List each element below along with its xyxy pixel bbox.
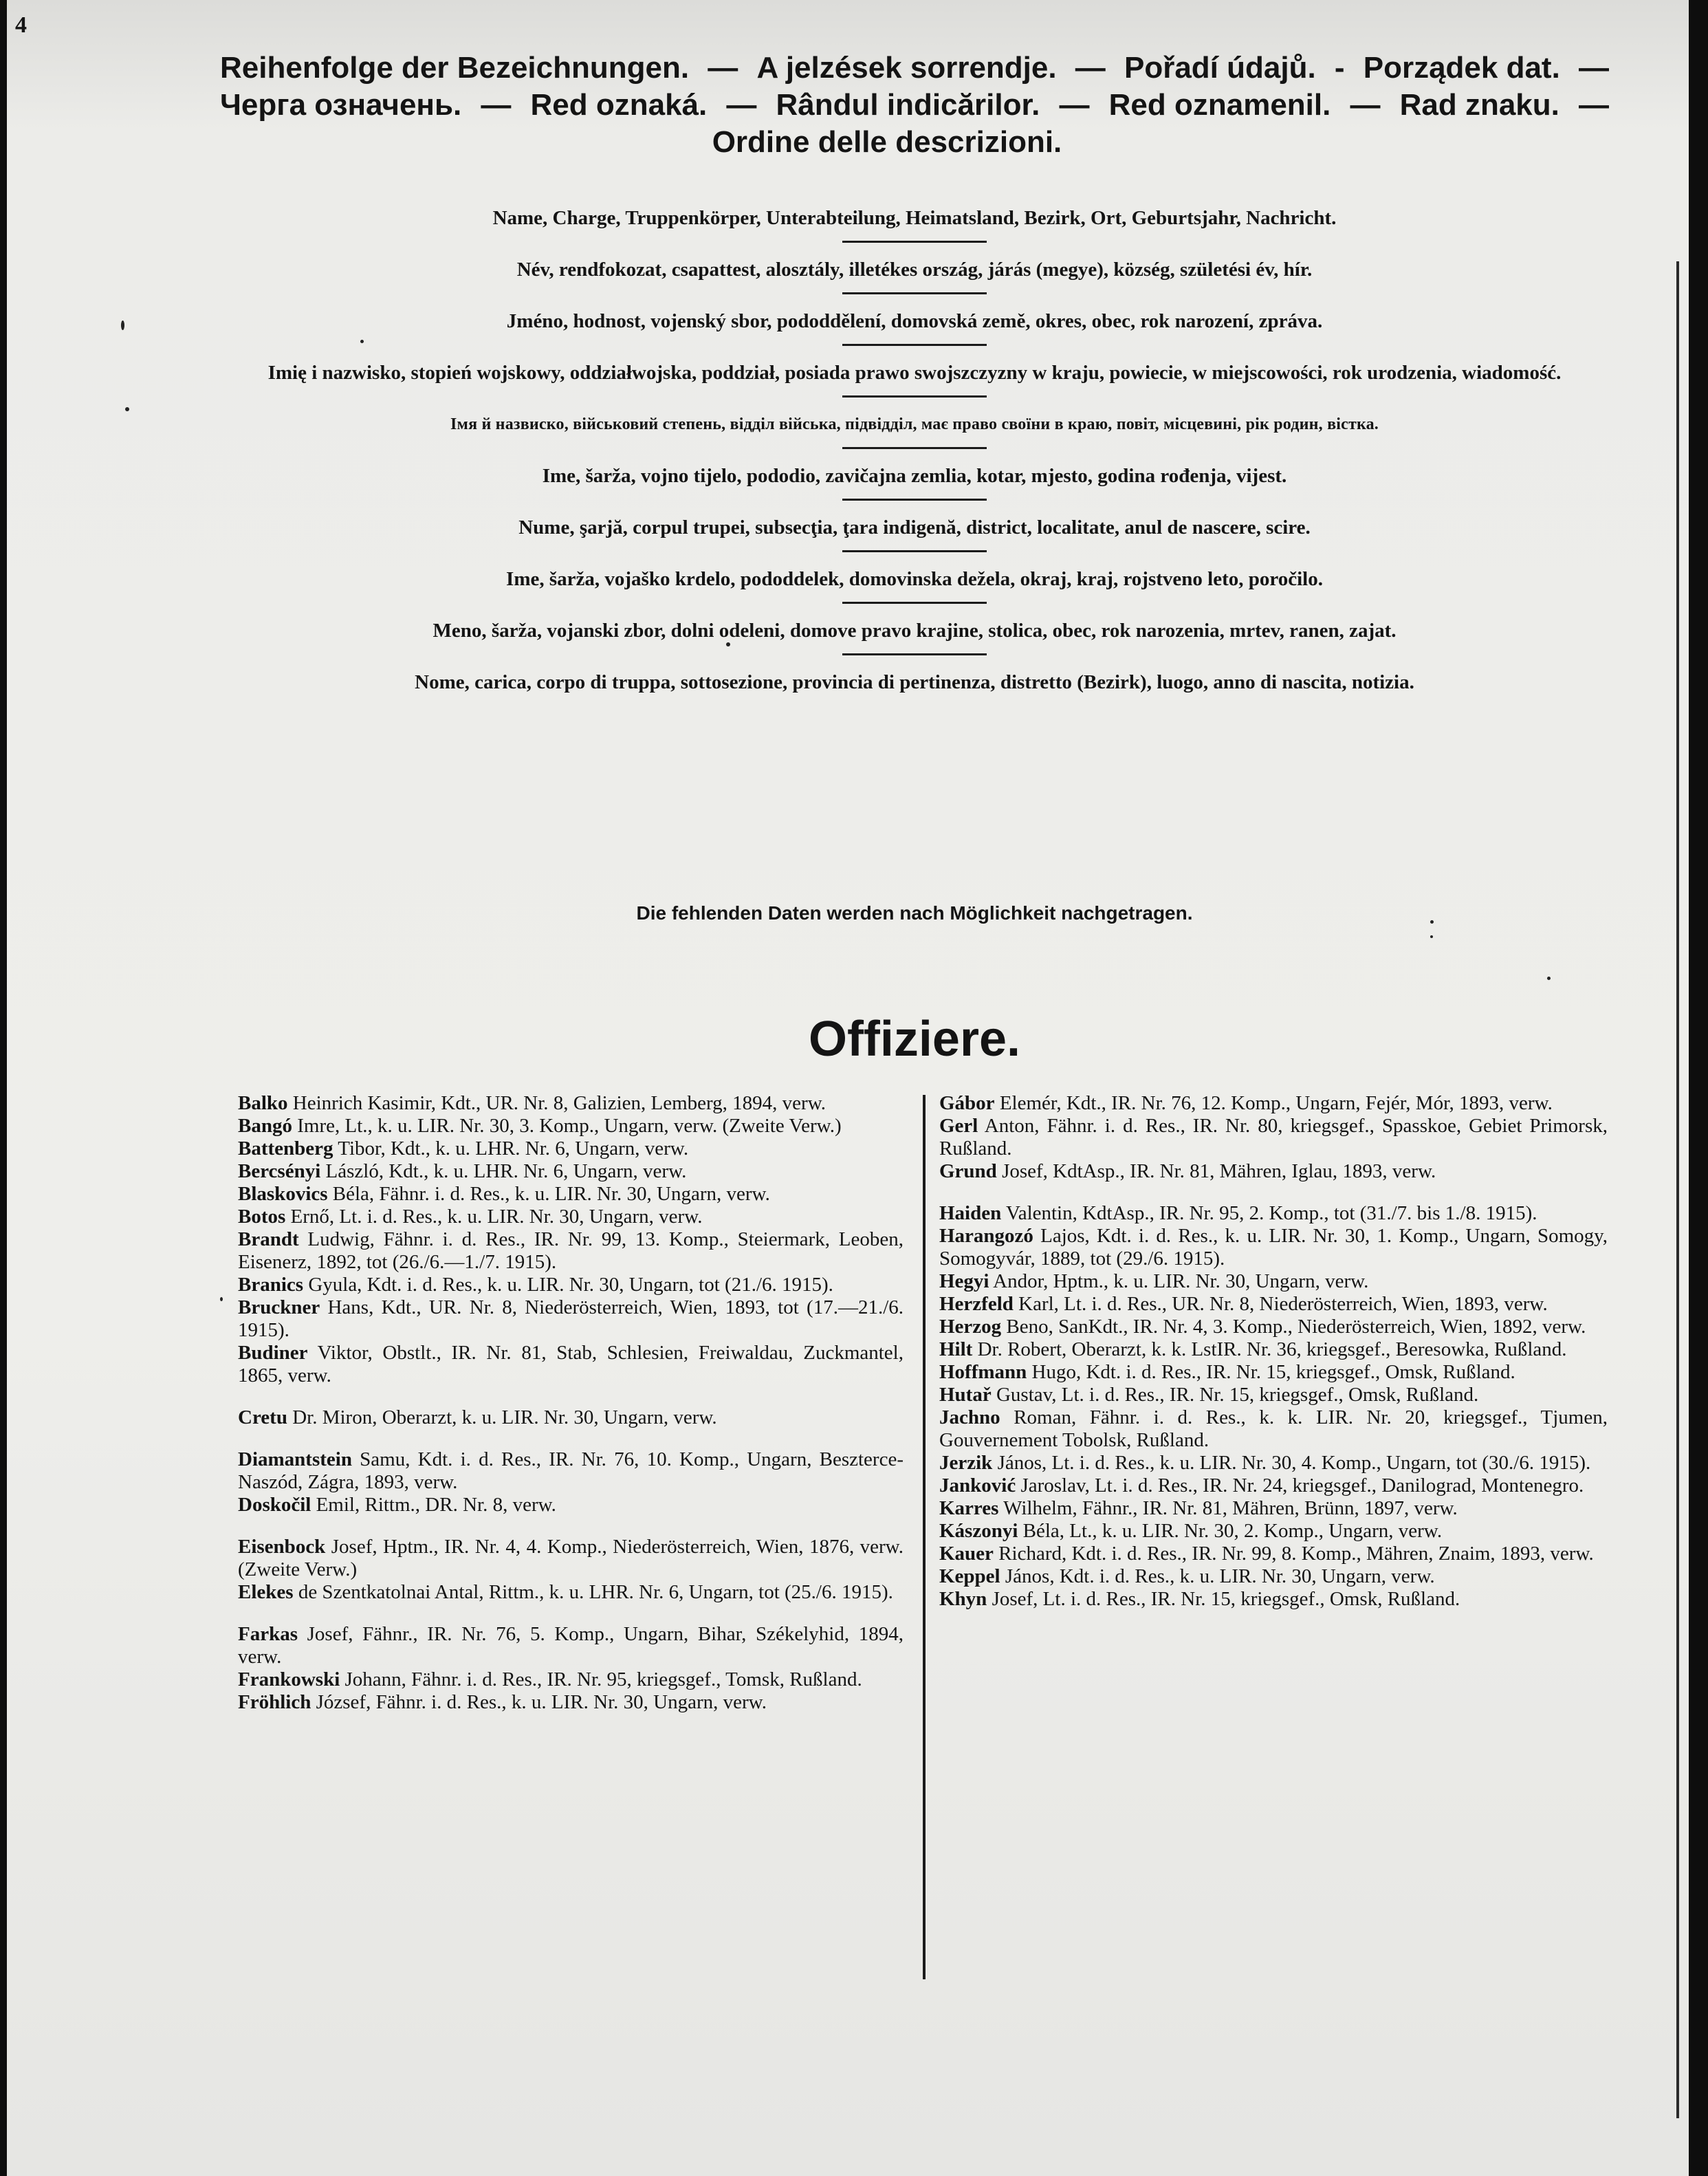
- header-title: [220, 50, 1609, 161]
- separator-rule: [842, 602, 987, 604]
- scan-edge-right-shadow: [1676, 261, 1679, 2118]
- officer-entry: [939, 1115, 1608, 1160]
- officer-details: Jaroslav, Lt. i. d. Res., IR. Nr. 24, kriegsgef., Danilograd, Montenegro.: [1016, 1475, 1584, 1497]
- officer-list-right: [939, 1092, 1608, 1611]
- header-segment: Черга означень.: [220, 88, 462, 122]
- officer-details: János, Kdt. i. d. Res., k. u. LIR. Nr. 30, Ungarn, verw.: [1000, 1565, 1435, 1587]
- officer-details: Imre, Lt., k. u. LIR. Nr. 30, 3. Komp., Ungarn, verw. (Zweite Verw.): [292, 1115, 842, 1137]
- officer-surname: Kászonyi: [939, 1520, 1018, 1542]
- header-segment: A jelzések sorrendje.: [756, 51, 1057, 85]
- officer-surname: Jachno: [939, 1406, 1000, 1428]
- officer-details: de Szentkatolnai Antal, Rittm., k. u. LHR. Nr. 6, Ungarn, tot (25./6. 1915).: [293, 1581, 893, 1603]
- officer-details: Béla, Lt., k. u. LIR. Nr. 30, 2. Komp., Ungarn, verw.: [1018, 1520, 1443, 1542]
- page-number: 4: [15, 12, 27, 38]
- officer-entry: [939, 1475, 1608, 1497]
- officer-entry: [939, 1092, 1608, 1115]
- officer-entry: [238, 1581, 904, 1604]
- header-segment: —: [1579, 51, 1609, 85]
- scan-edge-right: [1689, 0, 1708, 2176]
- header-segment: Rândul indicărilor.: [776, 88, 1040, 122]
- officer-surname: Eisenbock: [238, 1536, 326, 1558]
- header-segment: —: [726, 88, 757, 122]
- officer-entry: [939, 1225, 1608, 1270]
- separator-rule: [842, 499, 987, 501]
- order-line: Ime, šarža, vojaško krdelo, pododdelek, domovinska dežela, okraj, kraj, rojstveno leto, poročilo.: [506, 568, 1323, 590]
- officer-surname: Botos: [238, 1206, 286, 1228]
- officer-surname: Fröhlich: [238, 1691, 311, 1713]
- header-segment: —: [1059, 88, 1090, 122]
- scan-speck: [220, 1297, 223, 1301]
- header-segment: —: [1350, 88, 1381, 122]
- header-segment: —: [481, 88, 512, 122]
- officer-details: Josef, KdtAsp., IR. Nr. 81, Mähren, Iglau, 1893, verw.: [996, 1160, 1436, 1182]
- officer-surname: Blaskovics: [238, 1183, 328, 1205]
- header-line-2: [220, 87, 1609, 124]
- scan-edge-left: [0, 0, 7, 2176]
- officer-surname: Hoffmann: [939, 1361, 1027, 1383]
- separator-rule: [842, 395, 987, 398]
- letter-group-gap: [238, 1387, 904, 1406]
- officer-surname: Diamantstein: [238, 1448, 352, 1470]
- officer-entry: [238, 1092, 904, 1115]
- officer-details: Roman, Fähnr. i. d. Res., k. k. LIR. Nr. 20, kriegsgef., Tjumen, Gouvernement Tobolsk, Rußland.: [939, 1406, 1608, 1451]
- separator-rule: [842, 447, 987, 449]
- header-segment: —: [1075, 51, 1106, 85]
- header-line-3: Ordine delle descrizioni.: [712, 125, 1062, 159]
- officer-entry: [939, 1520, 1608, 1543]
- officer-surname: Herzfeld: [939, 1293, 1014, 1315]
- officer-details: Wilhelm, Fähnr., IR. Nr. 81, Mähren, Brünn, 1897, verw.: [998, 1497, 1458, 1519]
- officer-details: Hans, Kdt., UR. Nr. 8, Niederösterreich, Wien, 1893, tot (17.—21./6. 1915).: [238, 1296, 904, 1341]
- officer-surname: Kauer: [939, 1543, 994, 1565]
- header-segment: Pořadí údajů.: [1124, 51, 1316, 85]
- officer-details: Gyula, Kdt. i. d. Res., k. u. LIR. Nr. 30, Ungarn, tot (21./6. 1915).: [303, 1274, 833, 1296]
- order-line: Meno, šarža, vojanski zbor, dolni odeleni, domove pravo krajine, stolica, obec, rok narozenia, mrtev, ranen, zajat.: [433, 620, 1397, 642]
- officer-surname: Farkas: [238, 1623, 298, 1645]
- header-segment: Red oznaká.: [530, 88, 708, 122]
- officer-details: Tibor, Kdt., k. u. LHR. Nr. 6, Ungarn, verw.: [333, 1138, 689, 1160]
- officer-entry: [238, 1536, 904, 1581]
- letter-group-gap: [238, 1604, 904, 1623]
- separator-rule: [842, 292, 987, 294]
- officer-details: Ernő, Lt. i. d. Res., k. u. LIR. Nr. 30, Ungarn, verw.: [285, 1206, 703, 1228]
- officer-details: Johann, Fähnr. i. d. Res., IR. Nr. 95, kriegsgef., Tomsk, Rußland.: [340, 1668, 862, 1690]
- officer-surname: Khyn: [939, 1588, 987, 1610]
- order-line: Jméno, hodnost, vojenský sbor, pododdělení, domovská země, okres, obec, rok narození, zpráva.: [506, 310, 1323, 332]
- officer-entry: [238, 1115, 904, 1138]
- officer-list-left: [238, 1092, 904, 1714]
- letter-group-gap: [238, 1429, 904, 1448]
- officer-surname: Hegyi: [939, 1270, 989, 1292]
- officer-entry: [939, 1497, 1608, 1520]
- officer-surname: Cretu: [238, 1406, 287, 1428]
- header-segment: —: [708, 51, 738, 85]
- officer-details: Heinrich Kasimir, Kdt., UR. Nr. 8, Galizien, Lemberg, 1894, verw.: [287, 1092, 826, 1114]
- officer-surname: Budiner: [238, 1342, 308, 1364]
- officer-entry: [939, 1338, 1608, 1361]
- column-divider: [923, 1095, 926, 1979]
- scan-speck: [1547, 977, 1551, 980]
- officer-entry: [939, 1361, 1608, 1384]
- officer-entry: [238, 1183, 904, 1206]
- officer-details: Lajos, Kdt. i. d. Res., k. u. LIR. Nr. 30, 1. Komp., Ungarn, Somogy, Somogyvár, 1889, tot (29./6. 1915).: [939, 1225, 1608, 1270]
- officer-entry: [238, 1448, 904, 1494]
- officer-surname: Frankowski: [238, 1668, 340, 1690]
- letter-group-gap: [238, 1516, 904, 1536]
- officer-entry: [238, 1668, 904, 1691]
- officer-details: Andor, Hptm., k. u. LIR. Nr. 30, Ungarn, verw.: [989, 1270, 1369, 1292]
- scan-speck: [726, 642, 730, 646]
- officer-entry: [238, 1274, 904, 1296]
- header-segment: Reihenfolge der Bezeichnungen.: [220, 51, 690, 85]
- officer-surname: Balko: [238, 1092, 288, 1114]
- officer-entry: [939, 1565, 1608, 1588]
- officer-surname: Gerl: [939, 1115, 978, 1137]
- order-line: Nume, şarjă, corpul trupei, subsecţia, ţara indigenă, district, localitate, anul de nascere, scire.: [518, 516, 1311, 538]
- officer-entry: [939, 1270, 1608, 1293]
- scan-speck: [125, 407, 129, 411]
- order-line: Name, Charge, Truppenkörper, Unterabteilung, Heimatsland, Bezirk, Ort, Geburtsjahr, Nachricht.: [492, 207, 1337, 229]
- officer-surname: Battenberg: [238, 1138, 333, 1160]
- header-segment: —: [1579, 88, 1609, 122]
- order-line: Név, rendfokozat, csapattest, alosztály, illetékes ország, járás (megye), község, születési év, hír.: [516, 259, 1313, 281]
- officer-entry: [939, 1202, 1608, 1225]
- officer-entry: [238, 1494, 904, 1516]
- officer-surname: Herzog: [939, 1316, 1002, 1338]
- officer-details: Dr. Miron, Oberarzt, k. u. LIR. Nr. 30, Ungarn, verw.: [287, 1406, 717, 1428]
- officer-details: Josef, Fähnr., IR. Nr. 76, 5. Komp., Ungarn, Bihar, Székelyhid, 1894, verw.: [238, 1623, 904, 1668]
- officer-details: Josef, Lt. i. d. Res., IR. Nr. 15, kriegsgef., Omsk, Rußland.: [987, 1588, 1460, 1610]
- officer-details: Karl, Lt. i. d. Res., UR. Nr. 8, Niederösterreich, Wien, 1893, verw.: [1013, 1293, 1548, 1315]
- officer-details: Viktor, Obstlt., IR. Nr. 81, Stab, Schlesien, Freiwaldau, Zuckmantel, 1865, verw.: [238, 1342, 904, 1386]
- officer-entry: [939, 1543, 1608, 1565]
- officer-entry: [238, 1138, 904, 1160]
- officer-surname: Bruckner: [238, 1296, 320, 1318]
- officer-entry: [939, 1316, 1608, 1338]
- officer-surname: Harangozó: [939, 1225, 1033, 1247]
- officer-details: Samu, Kdt. i. d. Res., IR. Nr. 76, 10. Komp., Ungarn, Beszterce-Naszód, Zágra, 1893, verw.: [238, 1448, 904, 1493]
- officer-entry: [939, 1588, 1608, 1611]
- officer-surname: Hilt: [939, 1338, 973, 1360]
- officer-surname: Keppel: [939, 1565, 1000, 1587]
- officer-surname: Doskočil: [238, 1494, 311, 1516]
- header-segment: Red oznamenil.: [1108, 88, 1331, 122]
- order-descriptions: [220, 206, 1609, 694]
- header-line-1: [220, 50, 1609, 87]
- officer-entry: [939, 1293, 1608, 1316]
- order-line: Імя й назвиско, військовий степень, відділ війська, підвідділ, має право своїни в краю, повіт, місцевині, рік родин, вістка.: [450, 415, 1379, 433]
- letter-group-gap: [939, 1183, 1608, 1202]
- scan-speck: [1430, 935, 1433, 938]
- officer-surname: Hutař: [939, 1384, 992, 1406]
- separator-rule: [842, 241, 987, 243]
- officer-details: Gustav, Lt. i. d. Res., IR. Nr. 15, kriegsgef., Omsk, Rußland.: [991, 1384, 1479, 1406]
- scan-speck: [1430, 920, 1434, 924]
- officer-surname: Gábor: [939, 1092, 995, 1114]
- officer-entry: [238, 1206, 904, 1228]
- officer-surname: Janković: [939, 1475, 1016, 1497]
- officer-surname: Bercsényi: [238, 1160, 321, 1182]
- officer-surname: Branics: [238, 1274, 304, 1296]
- officer-details: Anton, Fähnr. i. d. Res., IR. Nr. 80, kriegsgef., Spasskoe, Gebiet Primorsk, Rußland.: [939, 1115, 1608, 1160]
- header-segment: -: [1334, 51, 1345, 85]
- officer-details: József, Fähnr. i. d. Res., k. u. LIR. Nr. 30, Ungarn, verw.: [311, 1691, 767, 1713]
- officer-entry: [939, 1384, 1608, 1406]
- officer-entry: [238, 1342, 904, 1387]
- separator-rule: [842, 344, 987, 346]
- officer-surname: Elekes: [238, 1581, 294, 1603]
- officer-surname: Jerzik: [939, 1452, 993, 1474]
- header-segment: Porządek dat.: [1363, 51, 1560, 85]
- section-title: Offiziere.: [808, 1012, 1021, 1067]
- officer-entry: [238, 1160, 904, 1183]
- officer-surname: Grund: [939, 1160, 997, 1182]
- separator-rule: [842, 550, 987, 552]
- officer-entry: [238, 1296, 904, 1342]
- officer-details: Hugo, Kdt. i. d. Res., IR. Nr. 15, kriegsgef., Omsk, Rußland.: [1027, 1361, 1515, 1383]
- officer-details: Dr. Robert, Oberarzt, k. k. LstIR. Nr. 36, kriegsgef., Beresowka, Rußland.: [972, 1338, 1567, 1360]
- missing-data-note: Die fehlenden Daten werden nach Möglichkeit nachgetragen.: [636, 902, 1193, 924]
- officer-surname: Haiden: [939, 1202, 1002, 1224]
- officer-surname: Karres: [939, 1497, 999, 1519]
- header-segment: Rad znaku.: [1399, 88, 1559, 122]
- officer-details: Valentin, KdtAsp., IR. Nr. 95, 2. Komp., tot (31./7. bis 1./8. 1915).: [1001, 1202, 1537, 1224]
- officer-entry: [238, 1228, 904, 1274]
- officer-details: Béla, Fähnr. i. d. Res., k. u. LIR. Nr. 30, Ungarn, verw.: [327, 1183, 770, 1205]
- officer-details: Emil, Rittm., DR. Nr. 8, verw.: [311, 1494, 556, 1516]
- officer-entry: [939, 1406, 1608, 1452]
- officer-entry: [939, 1452, 1608, 1475]
- officer-entry: [238, 1623, 904, 1668]
- officer-entry: [238, 1691, 904, 1714]
- officer-details: Beno, SanKdt., IR. Nr. 4, 3. Komp., Niederösterreich, Wien, 1892, verw.: [1001, 1316, 1586, 1338]
- scan-speck: [121, 320, 124, 330]
- officer-details: Josef, Hptm., IR. Nr. 4, 4. Komp., Niederösterreich, Wien, 1876, verw. (Zweite Verw.): [238, 1536, 904, 1580]
- officer-details: János, Lt. i. d. Res., k. u. LIR. Nr. 30, 4. Komp., Ungarn, tot (30./6. 1915).: [992, 1452, 1591, 1474]
- officer-details: Richard, Kdt. i. d. Res., IR. Nr. 99, 8. Komp., Mähren, Znaim, 1893, verw.: [993, 1543, 1594, 1565]
- officer-surname: Brandt: [238, 1228, 299, 1250]
- order-line: Imię i nazwisko, stopień wojskowy, oddziałwojska, poddział, posiada prawo swojszczyzny w kraju, powiecie, w miejscowości, rok urodzenia, wiadomość.: [267, 362, 1562, 384]
- officer-entry: [238, 1406, 904, 1429]
- order-line: Ime, šarža, vojno tijelo, pododio, zavičajna zemlia, kotar, mjesto, godina rođenja, vijest.: [542, 465, 1287, 487]
- scan-speck: [360, 340, 364, 343]
- order-line: Nome, carica, corpo di truppa, sottosezione, provincia di pertinenza, distretto (Bezirk), luogo, anno di nascita, notizia.: [415, 671, 1414, 693]
- officer-details: László, Kdt., k. u. LHR. Nr. 6, Ungarn, verw.: [320, 1160, 687, 1182]
- officer-details: Ludwig, Fähnr. i. d. Res., IR. Nr. 99, 13. Komp., Steiermark, Leoben, Eisenerz, 1892, tot (26./6.—1./7. 1915).: [238, 1228, 904, 1273]
- separator-rule: [842, 653, 987, 655]
- officer-surname: Bangó: [238, 1115, 292, 1137]
- officer-details: Elemér, Kdt., IR. Nr. 76, 12. Komp., Ungarn, Fejér, Mór, 1893, verw.: [994, 1092, 1553, 1114]
- officer-entry: [939, 1160, 1608, 1183]
